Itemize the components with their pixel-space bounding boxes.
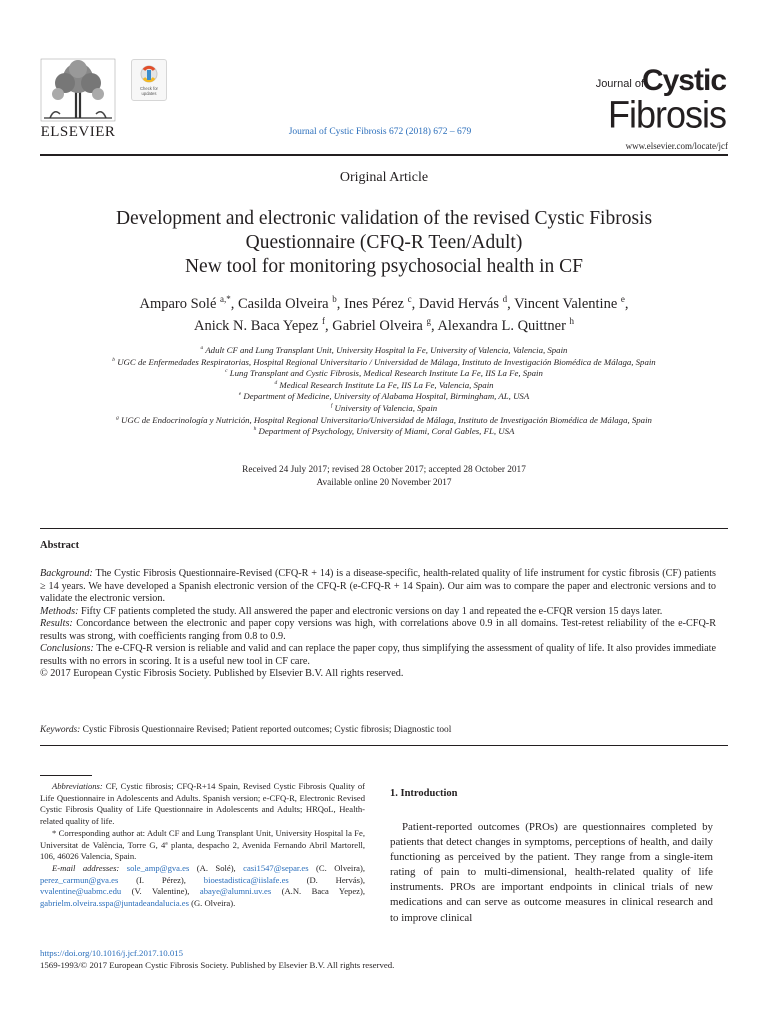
abstract-results: Results: Concordance between the electronic and paper copy versions was high, with correlations above 0.9 in all domains. Test-retest reliability of the e-CFQ-R results was strong, with coefficients ranging from 0.8 to 0.9. [40, 618, 716, 642]
author-affil-marker[interactable]: b [332, 294, 337, 305]
author-line-2: Anick N. Baca Yepez $^f$, Gabriel Olveira $^g$, Alexandra L. Quittner $^h$ [193, 316, 575, 334]
keywords-label: Keywords: [40, 725, 81, 735]
article-title [40, 207, 728, 279]
crossmark-icon [140, 64, 158, 86]
article-type: Original Article [339, 170, 429, 185]
journal-logo [560, 60, 728, 140]
email-link[interactable]: perez_carmun@gva.es [40, 874, 119, 885]
abstract-bottom-rule [40, 745, 728, 746]
available-online: Available online 20 November 2017 [316, 477, 452, 488]
email-link[interactable]: vvalentine@uabmc.edu [40, 886, 122, 897]
author-name[interactable]: Alexandra L. Quittner [437, 318, 566, 334]
author-affil-marker[interactable]: e [620, 294, 625, 305]
abstract-heading: Abstract [40, 540, 80, 551]
doi-block [40, 947, 480, 971]
author-affil-marker[interactable]: d [502, 294, 508, 305]
affiliation-item: $^b$ UGC de Enfermedades Respiratorias, Hospital Regional Universitario / Universidad de Málaga, Instituto de Investigación Biomédica de Málaga, Spain [112, 356, 656, 367]
footnote-rule [40, 775, 92, 776]
journal-url-link[interactable]: www.elsevier.com/locate/jcf [625, 141, 728, 151]
doi-link[interactable]: https://doi.org/10.1016/j.jcf.2017.10.015 [40, 948, 184, 958]
received-dates: Received 24 July 2017; revised 28 October 2017; accepted 28 October 2017 [242, 465, 526, 475]
abstract-copyright: © 2017 European Cystic Fibrosis Society. Published by Elsevier B.V. All rights reserved. [40, 668, 404, 679]
check-for-updates-badge[interactable] [131, 59, 167, 101]
email-link[interactable]: abaye@alumni.uv.es [199, 886, 272, 897]
corresponding-author-note: * Corresponding author at: Adult CF and Lung Transplant Unit, University Hospital la Fe, Universitat de València, Torre G, 4ª planta, despacho 2, Avenida Fernando Abril Martorell, 106, 46026 Valencia, Spain. [40, 827, 365, 862]
author-affil-marker[interactable]: g [426, 316, 431, 327]
publisher-name: ELSEVIER [40, 124, 116, 140]
journal-citation-link[interactable]: Journal of Cystic Fibrosis 672 (2018) 672 – 679 [288, 127, 472, 137]
author-list [40, 293, 728, 337]
affiliation-item: $^h$ Department of Psychology, University of Miami, Coral Gables, FL, USA [253, 426, 515, 437]
email-link[interactable]: bioestadistica@iislafe.es [203, 874, 289, 885]
affiliation-item: $^d$ Medical Research Institute La Fe, IIS La Fe, Valencia, Spain [274, 379, 494, 390]
author-name[interactable]: Ines Pérez [343, 296, 404, 312]
author-name[interactable]: David Hervás [418, 296, 499, 312]
author-name[interactable]: Amparo Solé [139, 296, 217, 312]
email-link[interactable]: sole_amp@gva.es [126, 862, 190, 873]
author-affil-marker[interactable]: a,* [220, 294, 231, 305]
elsevier-logo [40, 58, 116, 140]
title-line-3: New tool for monitoring psychosocial health in CF [184, 256, 584, 277]
author-name[interactable]: Vincent Valentine [514, 296, 618, 312]
author-affil-marker[interactable]: h [569, 316, 575, 327]
introduction-paragraph: Patient-reported outcomes (PROs) are questionnaires completed by patients that detect changes in symptoms, perceptions of health, and daily functioning as perceived by the patient. They range from a single-item rating of pain to multi-dimensional, health-related quality of life instruments. PROs are important endpoints in clinical trials of new medications and can serve as outcome measures in clinical research and to improve clinical [390, 821, 713, 924]
introduction-heading: 1. Introduction [390, 788, 458, 799]
abstract-body [40, 568, 716, 681]
article-history [40, 464, 728, 489]
elsevier-tree-icon [40, 58, 116, 122]
journal-logo-word-2: Fibrosis [607, 92, 726, 136]
crossmark-label-line1: Check for [140, 86, 158, 91]
header-rule [40, 154, 728, 156]
journal-logo-prefix: Journal of [595, 78, 644, 90]
email-link[interactable]: casi1547@separ.es [243, 862, 309, 873]
affiliation-item: $^c$ Lung Transplant and Cystic Fibrosis, Medical Research Institute La Fe, IIS La Fe, Spain [225, 368, 543, 379]
abstract-top-rule [40, 528, 728, 529]
author-name[interactable]: Casilda Olveira [238, 296, 329, 312]
journal-logo-word-1: Cystic [641, 64, 726, 97]
issn-copyright: 1569-1993/© 2017 European Cystic Fibrosis Society. Published by Elsevier B.V. All rights reserved. [40, 960, 395, 970]
abstract-background: Background: The Cystic Fibrosis Questionnaire-Revised (CFQ-R + 14) is a disease-specific, health-related quality of life instrument for cystic fibrosis (CF) patients ≥ 14 years. We have developed a Spanish electronic version of the CFQ-R (e-CFQ-R + 14 Spain). Our aim was to compare the paper and electronic versions and to validate the electronic version. [40, 568, 716, 604]
abbreviations-note: Abbreviations: CF, Cystic fibrosis; CFQ-R+14 Spain, Revised Cystic Fibrosis Quality of Life Questionnaire in Adolescents and Adults. Spanish version; e-CFQ-R, Electronic Revised Cystic Fibrosis Quality of Life Questionnaire in Adolescents and Adults; HRQoL, Health-related quality of life. [40, 781, 365, 827]
keywords [40, 725, 728, 735]
abstract-conclusions: Conclusions: The e-CFQ-R version is reliable and valid and can replace the paper copy, thus simplifying the assessment of quality of life. It also provides immediate results with no errors in scoring. It is a useful new tool in CF care. [40, 643, 716, 667]
introduction-body [390, 820, 713, 926]
author-name[interactable]: Anick N. Baca Yepez [193, 318, 319, 334]
affiliation-item: $^e$ Department of Medicine, University of Alabama Hospital, Birmingham, AL, USA [238, 391, 530, 402]
email-link[interactable]: gabrielm.olveira.sspa@juntadeandalucia.es [40, 898, 189, 909]
title-line-1: Development and electronic validation of the revised Cystic Fibrosis [115, 208, 653, 229]
author-affil-marker[interactable]: f [322, 316, 326, 327]
author-name[interactable]: Gabriel Olveira [332, 318, 423, 334]
affiliation-list [40, 345, 728, 438]
author-affil-marker[interactable]: c [407, 294, 412, 305]
email-addresses: E-mail addresses: sole_amp@gva.es (A. Solé), casi1547@separ.es (C. Olveira), perez_carmun@gva.es (I. Pérez), bioestadistica@iislafe.es (D. Hervás), vvalentine@uabmc.edu (V. Valentine), abaye@alumni.uv.es (A.N. Baca Yepez), gabrielm.olveira.sspa@juntadeandalucia.es (G. Olveira). [40, 862, 366, 909]
author-line-1: Amparo Solé $^{a,*}$, Casilda Olveira $^b$, Ines Pérez $^c$, David Hervás $^d$, Vincent Valentine $^e$, [139, 294, 629, 312]
abstract-methods: Methods: Fifty CF patients completed the study. All answered the paper and electronic versions on day 1 and repeated the e-CFQR version 15 days later. [40, 605, 663, 617]
title-line-2: Questionnaire (CFQ-R Teen/Adult) [245, 232, 523, 253]
keywords-text: Cystic Fibrosis Questionnaire Revised; Patient reported outcomes; Cystic fibrosis; Diagnostic tool [82, 725, 452, 735]
affiliation-item: $^a$ Adult CF and Lung Transplant Unit, University Hospital la Fe, University of Valencia, Valencia, Spain [200, 345, 568, 355]
affiliation-item: $^g$ UGC de Endocrinología y Nutrición, Hospital Regional Universitario/Universidad de Málaga, Instituto de Investigación Biomédica de Málaga, Spain [116, 414, 652, 425]
affiliation-item: $^f$ University of Valencia, Spain [330, 402, 438, 413]
footnotes [40, 781, 365, 910]
crossmark-label-line2: updates [141, 90, 157, 96]
